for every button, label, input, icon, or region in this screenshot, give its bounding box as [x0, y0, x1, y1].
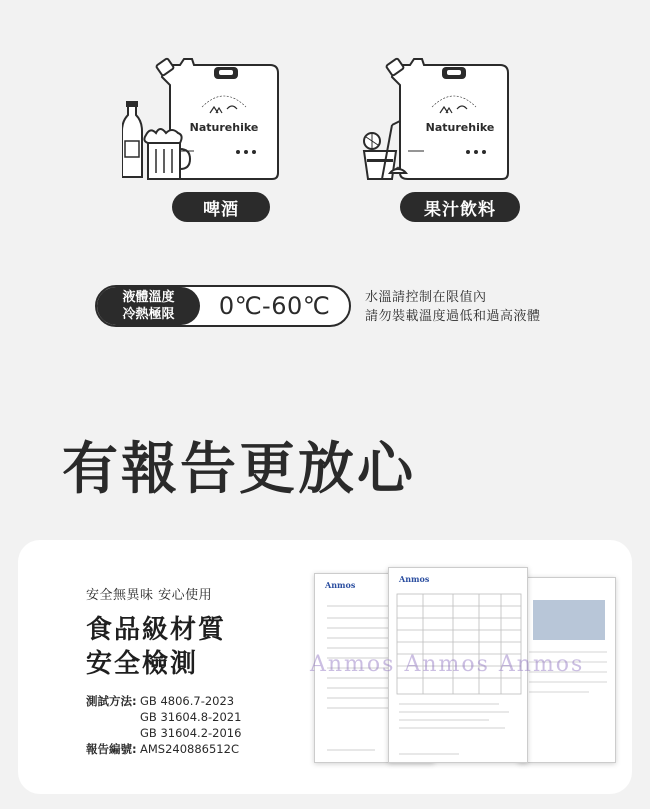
- brand-name: Naturehike: [189, 121, 259, 134]
- test-method: GB 4806.7-2023: [140, 694, 235, 708]
- product-image-juice: [362, 55, 522, 185]
- temperature-badge: [95, 285, 351, 327]
- report-meta: [86, 693, 241, 757]
- beer-label: 啤酒: [172, 192, 270, 222]
- juice-label: 果汁飲料: [400, 192, 520, 222]
- report-number: AMS240886512C: [140, 742, 239, 756]
- temperature-note-line2: 請勿裝載溫度過低和過高液體: [365, 309, 541, 324]
- product-image-beer: [122, 55, 282, 185]
- test-method: GB 31604.8-2021: [140, 710, 242, 724]
- report-title-line2: 安全檢測: [86, 649, 199, 679]
- report-doc-logo: Anmos: [325, 580, 356, 590]
- report-doc-logo: Anmos: [399, 574, 430, 584]
- temperature-label-line1: 液體溫度: [122, 290, 175, 305]
- report-slogan: 安全無異味 安心使用: [86, 588, 213, 603]
- headline: 有報告更放心: [62, 437, 416, 502]
- report-card: [18, 540, 632, 794]
- report-watermark: Anmos Anmos Anmos: [310, 652, 585, 677]
- temperature-note: [365, 288, 541, 326]
- temperature-range: 0℃-60℃: [218, 292, 331, 320]
- brand-name: Naturehike: [425, 121, 495, 134]
- test-method-label: 測試方法:: [86, 694, 137, 708]
- report-info: [86, 584, 241, 757]
- temperature-label: [97, 287, 200, 325]
- temperature-label-line2: 冷熱極限: [122, 307, 175, 322]
- temperature-note-line1: 水溫請控制在限值內: [365, 290, 487, 305]
- report-title-line1: 食品級材質: [86, 615, 227, 645]
- test-method: GB 31604.2-2016: [140, 726, 242, 740]
- report-number-label: 報告編號:: [86, 742, 137, 756]
